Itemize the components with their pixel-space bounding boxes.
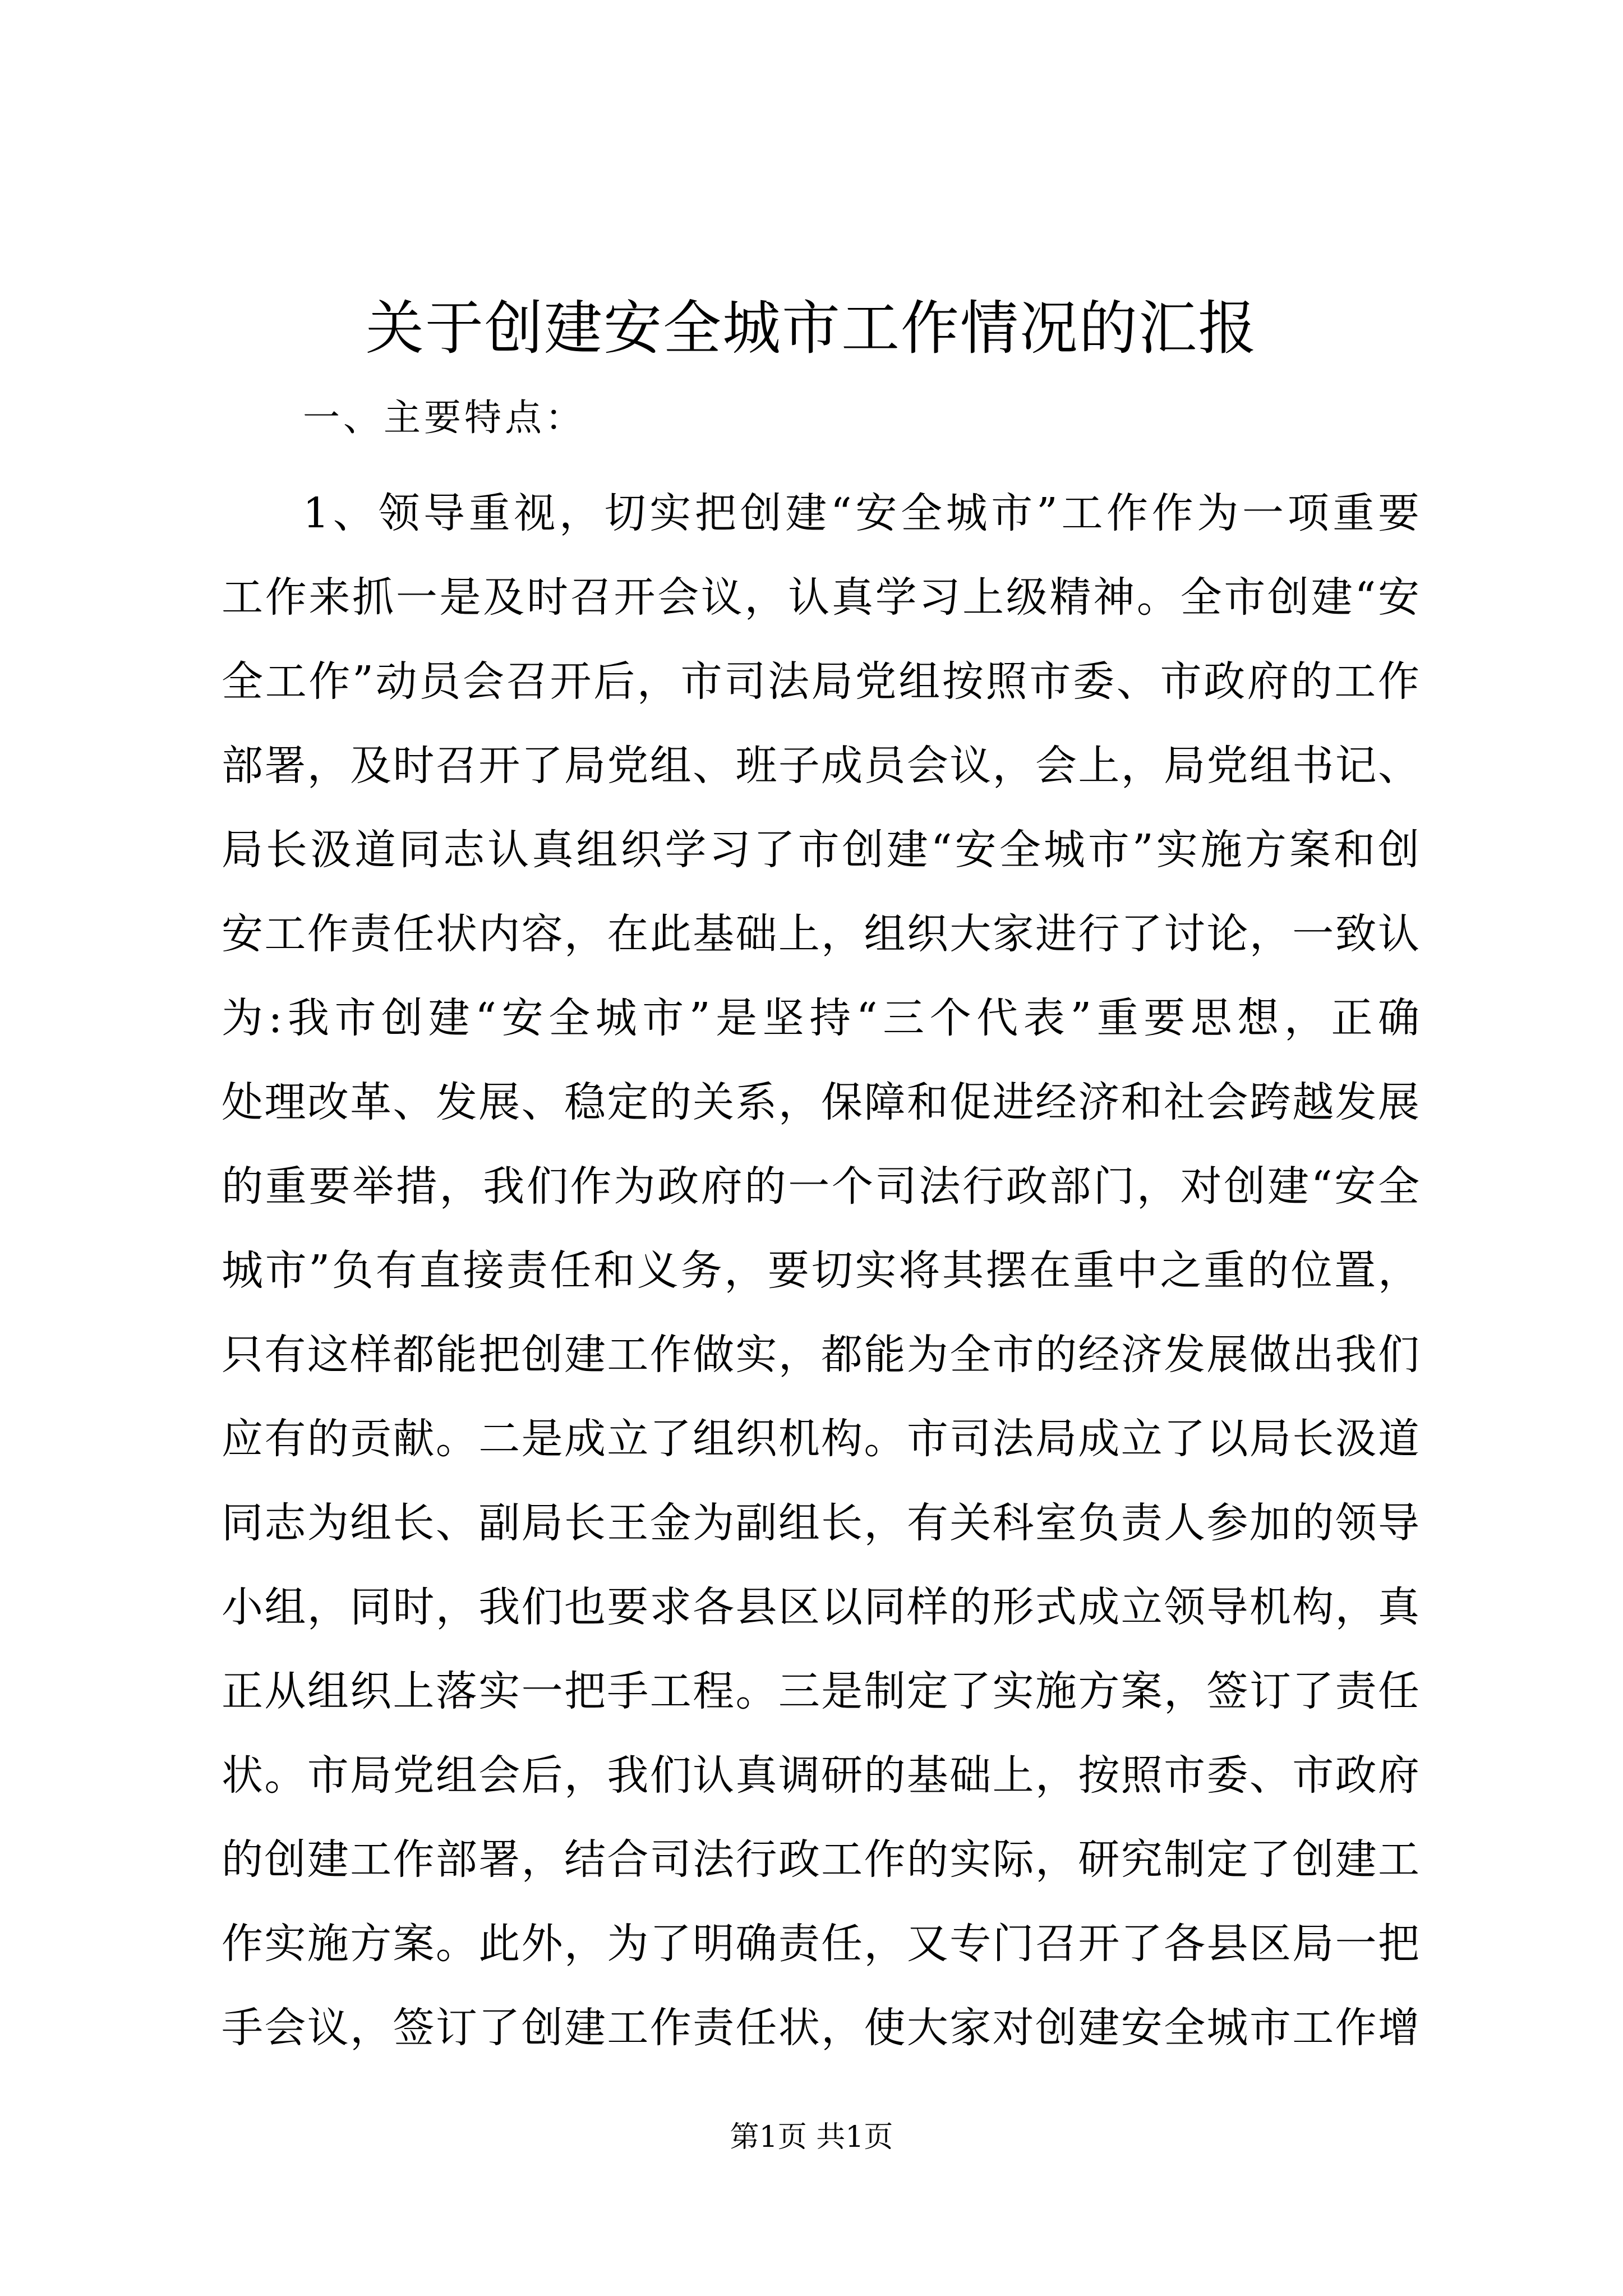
paragraph-line: 安工作责任状内容，在此基础上，组织大家进行了讨论，一致认 bbox=[222, 910, 1419, 958]
paragraph-line: 正从组织上落实一把手工程。三是制定了实施方案，签订了责任 bbox=[222, 1667, 1419, 1715]
body-paragraph bbox=[222, 471, 1419, 2070]
paragraph-line: 的创建工作部署，结合司法行政工作的实际，研究制定了创建工 bbox=[222, 1835, 1419, 1884]
page-footer: 第1页 共1页 bbox=[730, 2120, 893, 2154]
paragraph-line: 作实施方案。此外，为了明确责任，又专门召开了各县区局一把 bbox=[222, 1920, 1419, 1968]
paragraph-line: 手会议，签订了创建工作责任状，使大家对创建安全城市工作增 bbox=[222, 2004, 1419, 2052]
paragraph-line: 工作来抓一是及时召开会议，认真学习上级精神。全市创建“安 bbox=[222, 573, 1419, 622]
paragraph-line: 同志为组长、副局长王金为副组长，有关科室负责人参加的领导 bbox=[222, 1499, 1419, 1547]
paragraph-line: 全工作”动员会召开后，市司法局党组按照市委、市政府的工作 bbox=[222, 657, 1419, 706]
document-title: 关于创建安全城市工作情况的汇报 bbox=[365, 294, 1257, 362]
paragraph-line: 城市”负有直接责任和义务，要切实将其摆在重中之重的位置， bbox=[222, 1246, 1419, 1295]
paragraph-line: 处理改革、发展、稳定的关系，保障和促进经济和社会跨越发展 bbox=[222, 1078, 1419, 1126]
paragraph-line: 部署，及时召开了局党组、班子成员会议，会上，局党组书记、 bbox=[222, 742, 1419, 790]
paragraph-line: 1、领导重视，切实把创建“安全城市”工作作为一项重要 bbox=[303, 489, 1419, 537]
section-heading: 一、主要特点： bbox=[303, 396, 585, 439]
paragraph-line: 状。市局党组会后，我们认真调研的基础上，按照市委、市政府 bbox=[222, 1751, 1419, 1800]
paragraph-line: 局长汲道同志认真组织学习了市创建“安全城市”实施方案和创 bbox=[222, 826, 1419, 874]
paragraph-line: 的重要举措，我们作为政府的一个司法行政部门，对创建“安全 bbox=[222, 1162, 1419, 1211]
paragraph-line: 小组，同时，我们也要求各县区以同样的形式成立领导机构，真 bbox=[222, 1583, 1419, 1631]
paragraph-line: 只有这样都能把创建工作做实，都能为全市的经济发展做出我们 bbox=[222, 1331, 1419, 1379]
paragraph-line: 应有的贡献。二是成立了组织机构。市司法局成立了以局长汲道 bbox=[222, 1415, 1419, 1463]
paragraph-line: 为:我市创建“安全城市”是坚持“三个代表”重要思想，正确 bbox=[222, 994, 1419, 1042]
